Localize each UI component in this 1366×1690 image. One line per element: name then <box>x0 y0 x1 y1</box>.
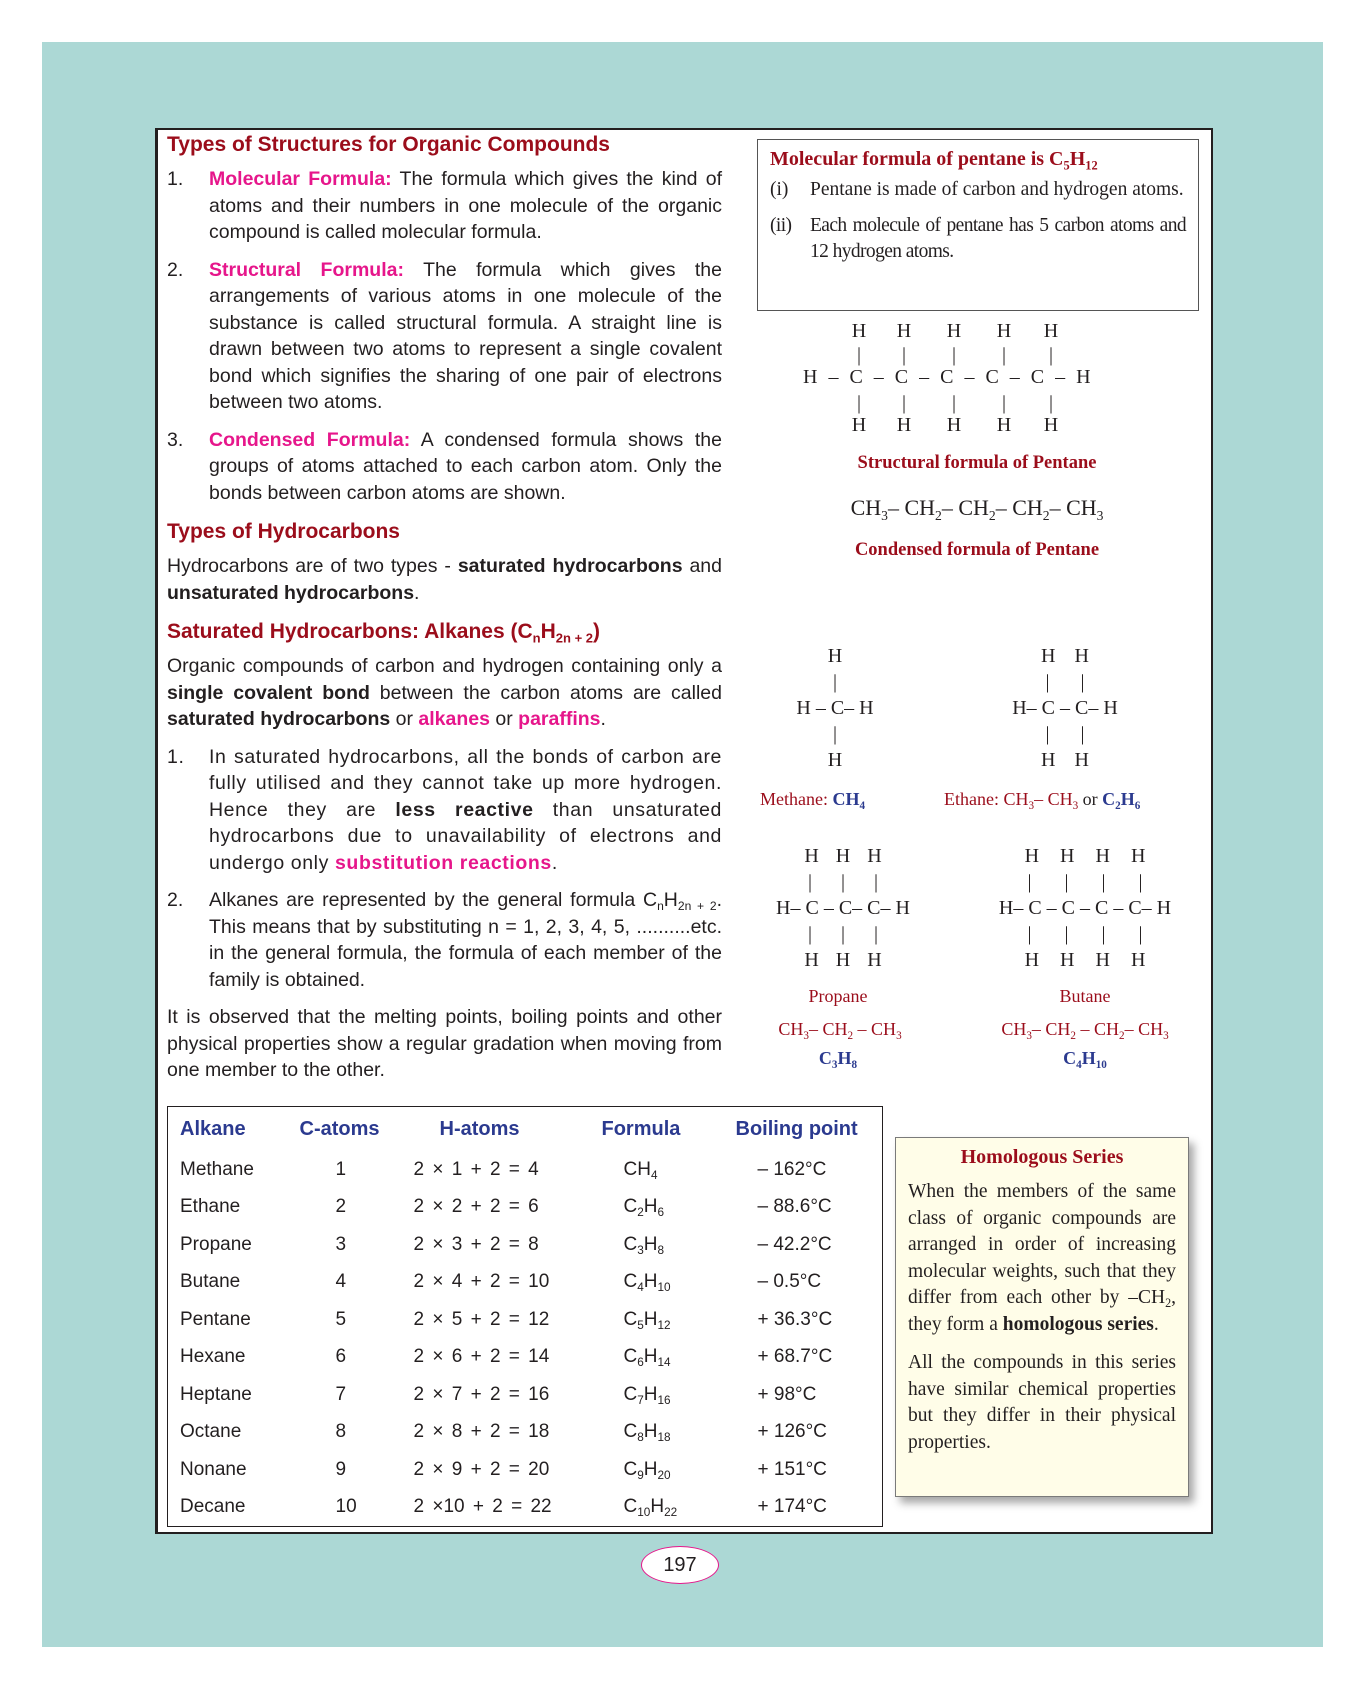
propane-structure: H H H | | | H– C – C– C– H | | | H H H <box>776 845 910 971</box>
hydrogen-count: 2 ×10 + 2 = 22 <box>413 1496 552 1518</box>
gradation-paragraph: It is observed that the melting points, boiling points and other physical properties show a regular gradation when moving from one member to the other. <box>167 1006 722 1081</box>
carbon-count: 7 <box>335 1383 347 1405</box>
heading-hydrocarbons: Types of Hydrocarbons <box>167 520 400 543</box>
boiling-point: – 0.5°C <box>757 1271 822 1293</box>
carbon-count: 6 <box>335 1346 347 1368</box>
alkane-name: Butane <box>180 1271 241 1293</box>
boiling-point: + 126°C <box>757 1421 827 1443</box>
hydrogen-count: 2 × 2 + 2 = 6 <box>413 1196 539 1218</box>
boiling-point: + 98°C <box>757 1383 817 1405</box>
hydrogen-count: 2 × 1 + 2 = 4 <box>413 1158 539 1180</box>
hydrogen-count: 2 × 8 + 2 = 18 <box>413 1421 550 1443</box>
list-item-saturated-bonds: 1. In saturated hydrocarbons, all the bonds of carbon are fully utilised and they cannot take up more hydrogen. Hence they are less reactive than unsaturated hydrocarbons due to unavailability of electrons and undergo only substitution reactions. <box>167 745 722 874</box>
butane-formula: $C_4H_{10}$ <box>1063 1048 1107 1071</box>
boiling-point: – 88.6°C <box>757 1196 832 1218</box>
molecular-formula: $C_9H_{20}$ <box>623 1458 671 1482</box>
header-alkane: Alkane <box>180 1117 246 1140</box>
butane-condensed: $CH_3-$ $CH_2 - CH_2-$ $CH_3$ <box>1001 1019 1169 1042</box>
boiling-point: + 68.7°C <box>757 1346 833 1368</box>
list-item-molecular-formula: 1. Molecular Formula: The formula which gives the kind of atoms and their numbers in one molecule of the organic compound is called molecular formula. <box>167 168 722 243</box>
molecular-formula: $C_4H_{10}$ <box>623 1271 671 1295</box>
carbon-count: 10 <box>335 1496 357 1518</box>
molecular-formula: $C_7H_{16}$ <box>623 1383 671 1407</box>
list-item-condensed-formula: 3. Condensed Formula: A condensed formula shows the groups of atoms attached to each carbon atom. Only the bonds between carbon atoms are shown. <box>167 428 722 504</box>
molecular-formula: $C_3H_8$ <box>623 1233 665 1257</box>
homologous-series-box <box>895 1137 1189 1497</box>
hydrogen-count: 2 × 7 + 2 = 16 <box>413 1383 550 1405</box>
ethane-structure: H H | | H– C – C– H | | H H <box>1012 645 1118 771</box>
molecular-formula: $C_6H_{14}$ <box>623 1346 671 1370</box>
molecular-formula: $C_8H_{18}$ <box>623 1421 671 1445</box>
header-boiling-point: Boiling point <box>735 1117 858 1140</box>
alkanes-definition-paragraph: Organic compounds of carbon and hydrogen containing only a single covalent bond between the carbon atoms are called saturated hydrocarbons or alkanes or paraffins. <box>167 655 722 730</box>
table-row <box>168 1489 883 1527</box>
alkane-name: Pentane <box>180 1308 251 1330</box>
carbon-count: 9 <box>335 1458 347 1480</box>
molecular-formula: $CH_4$ <box>623 1158 658 1182</box>
alkanes-table <box>167 1106 883 1527</box>
pentane-structural-caption: Structural formula of Pentane <box>857 453 1097 473</box>
term-structural-formula: Structural Formula: <box>209 258 404 281</box>
structure-list <box>167 166 722 506</box>
propane-condensed: $CH_3-$ $CH_2 - CH_3$ <box>778 1019 902 1042</box>
pentane-fact-1: (i) Pentane is made of carbon and hydrogen atoms. <box>770 179 1184 200</box>
alkane-name: Propane <box>180 1233 252 1255</box>
pentane-condensed-caption: Condensed formula of Pentane <box>854 540 1100 560</box>
alkane-name: Decane <box>180 1496 246 1518</box>
carbon-count: 3 <box>335 1233 347 1255</box>
table-row <box>168 1301 883 1339</box>
header-formula: Formula <box>601 1117 681 1140</box>
boiling-point: + 174°C <box>757 1496 827 1518</box>
term-molecular-formula: Molecular Formula: <box>209 168 392 190</box>
boiling-point: + 151°C <box>757 1458 827 1480</box>
boiling-point: + 36.3°C <box>757 1308 833 1330</box>
table-row <box>168 1451 883 1489</box>
table-row <box>168 1189 883 1227</box>
homologous-title: Homologous Series <box>960 1146 1124 1168</box>
pentane-fact-2: (ii) Each molecule of pentane has 5 carbon atoms and 12 hydrogen atoms. <box>770 215 1186 262</box>
hydrogen-count: 2 × 3 + 2 = 8 <box>413 1233 539 1255</box>
hydrocarbon-types-paragraph: Hydrocarbons are of two types - saturated hydrocarbons and unsaturated hydrocarbons. <box>167 555 723 604</box>
carbon-count: 5 <box>335 1308 347 1330</box>
pentane-box-title: Molecular formula of pentane is $C_5H_{12}$ <box>770 148 1098 173</box>
molecular-formula: $C_{10}H_{22}$ <box>623 1496 678 1520</box>
alkane-name: Hexane <box>180 1346 246 1368</box>
left-column <box>167 133 722 1084</box>
term-condensed-formula: Condensed Formula: <box>209 428 411 451</box>
pentane-condensed-formula: $CH_3-$ $CH_2-$ $CH_2-$ $CH_2-$ $CH_3$ <box>850 495 1104 523</box>
table-row <box>168 1226 883 1264</box>
butane-name: Butane <box>1059 986 1111 1006</box>
list-item-general-formula: 2. Alkanes are represented by the general formula $C_nH_{2n + 2}$. This means that by substituting n = 1, 2, 3, 4, 5, ..........etc. in the general formula, the formula of each member of the family is obtained. <box>167 889 722 991</box>
hydrogen-count: 2 × 6 + 2 = 14 <box>413 1346 550 1368</box>
ethane-label: Ethane: $CH_3-$ $CH_3$ or $C_2H_6$ <box>944 789 1141 812</box>
alkane-name: Nonane <box>180 1458 247 1480</box>
pentane-formula-box <box>757 139 1199 311</box>
heading-alkanes: Saturated Hydrocarbons: Alkanes $(C_nH_{2n + 2})$ <box>167 620 601 646</box>
table-row <box>168 1151 883 1189</box>
table-row <box>168 1339 883 1377</box>
heading-structures: Types of Structures for Organic Compounds <box>167 133 610 156</box>
boiling-point: – 162°C <box>757 1158 827 1180</box>
carbon-count: 4 <box>335 1271 347 1293</box>
header-c-atoms: C-atoms <box>299 1117 380 1140</box>
methane-structure: H | H – C– H | H <box>796 645 874 771</box>
list-item-structural-formula: 2. Structural Formula: The formula which gives the arrangements of various atoms in one molecule of the substance is called structural formula. A straight line is drawn between two atoms to represent a single covalent bond which signifies the sharing of one pair of electrons between two atoms. <box>167 258 722 413</box>
propane-name: Propane <box>808 986 868 1006</box>
boiling-point: – 42.2°C <box>757 1233 832 1255</box>
alkane-name: Ethane <box>180 1196 241 1218</box>
alkane-name: Methane <box>180 1158 254 1180</box>
hydrogen-count: 2 × 5 + 2 = 12 <box>413 1308 550 1330</box>
page-number: 197 <box>641 1546 719 1584</box>
carbon-count: 8 <box>335 1421 347 1443</box>
molecular-formula: $C_2H_6$ <box>623 1196 665 1220</box>
carbon-count: 2 <box>335 1196 347 1218</box>
table-header-row <box>168 1107 883 1152</box>
homologous-properties: All the compounds in this series have similar chemical properties but they differ in their physical properties. <box>908 1352 1176 1453</box>
butane-structure: H H H H | | | | H– C – C – C – C– H | | | | H H H H <box>998 845 1172 971</box>
hydrogen-count: 2 × 9 + 2 = 20 <box>413 1458 550 1480</box>
header-h-atoms: H-atoms <box>439 1117 520 1140</box>
alkane-name: Octane <box>180 1421 242 1443</box>
alkane-properties-list <box>167 744 722 994</box>
propane-formula: $C_3H_8$ <box>818 1048 858 1071</box>
pentane-structural-diagram: H H H H H | | | | | H – C – C – C – C – C – H | | | | | H H H H H <box>803 320 1091 436</box>
table-row <box>168 1264 883 1302</box>
table-row <box>168 1414 883 1452</box>
hydrogen-count: 2 × 4 + 2 = 10 <box>413 1271 550 1293</box>
table-row <box>168 1376 883 1414</box>
alkane-name: Heptane <box>180 1383 252 1405</box>
methane-label: Methane: $CH_4$ <box>760 789 866 812</box>
carbon-count: 1 <box>335 1158 347 1180</box>
molecular-formula: $C_5H_{12}$ <box>623 1308 671 1332</box>
homologous-definition: When the members of the same class of organic compounds are arranged in order of increasing molecular weights, such that they differ from each other by $-CH_2$, they form a homologous series. <box>908 1181 1176 1335</box>
